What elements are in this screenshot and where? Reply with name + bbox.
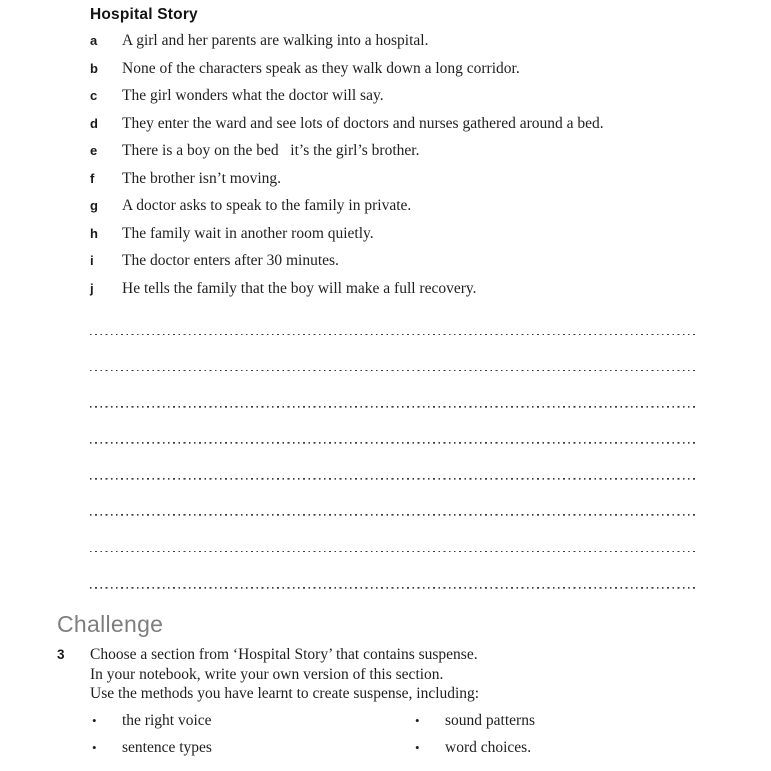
bullet-item [413, 712, 713, 739]
bullet-column-left [90, 712, 390, 766]
story-item-text: There is a boy on the bed it’s the girl’s brother. [122, 142, 420, 160]
bullet-item [90, 739, 390, 766]
story-item-letter: g [90, 198, 98, 214]
story-item-text: A doctor asks to speak to the family in private. [122, 197, 412, 215]
bullet-item-text: sentence types [122, 739, 212, 756]
story-item [90, 170, 740, 198]
story-item-letter: f [90, 170, 95, 186]
story-item [90, 197, 740, 225]
answer-lines [90, 299, 697, 589]
answer-line [90, 480, 697, 516]
story-item-letter: j [90, 280, 94, 296]
bullet-column-right [413, 712, 713, 766]
answer-line [90, 552, 697, 588]
answer-line [90, 371, 697, 407]
bullet-item [90, 712, 390, 739]
bullet-icon: • [415, 713, 420, 728]
answer-line [90, 299, 697, 335]
challenge-item [57, 645, 717, 704]
story-item-letter: i [90, 253, 94, 269]
story-item-text: A girl and her parents are walking into a hospital. [122, 32, 429, 49]
story-item [90, 252, 740, 280]
answer-line [90, 335, 697, 371]
story-item-text: The brother isn’t moving. [122, 169, 281, 187]
challenge-item-number: 3 [57, 647, 65, 662]
story-item [90, 142, 740, 170]
story-item-letter: d [90, 115, 98, 131]
challenge-heading: Challenge [57, 611, 164, 637]
challenge-instruction-line: Use the methods you have learnt to create suspense, including: [90, 685, 480, 703]
challenge-instruction-line: Choose a section from ‘Hospital Story’ that contains suspense. [90, 646, 478, 663]
story-item [90, 225, 740, 253]
story-item-text: The doctor enters after 30 minutes. [122, 252, 339, 270]
story-item-letter: a [90, 33, 98, 48]
answer-line [90, 444, 697, 480]
story-title: Hospital Story [90, 6, 198, 23]
answer-line [90, 408, 697, 444]
answer-line [90, 516, 697, 552]
bullet-icon: • [92, 713, 97, 728]
story-item [90, 60, 740, 88]
story-item-text: The family wait in another room quietly. [122, 224, 374, 242]
bullet-icon: • [92, 740, 97, 755]
bullet-item-text: the right voice [122, 712, 212, 729]
bullet-item-text: sound patterns [445, 712, 535, 729]
story-item-letter: c [90, 88, 98, 104]
story-item-letter: e [90, 143, 98, 159]
story-item-letter: h [90, 225, 98, 241]
story-item [90, 87, 740, 115]
challenge-instruction-line: In your notebook, write your own version of this section. [90, 665, 444, 683]
story-item [90, 115, 740, 143]
story-item-text: He tells the family that the boy will make a full recovery. [122, 279, 477, 297]
story-item-letter: b [90, 60, 98, 76]
bullet-icon: • [415, 740, 420, 755]
story-item-text: They enter the ward and see lots of doctors and nurses gathered around a bed. [122, 114, 604, 132]
bullet-item-text: word choices. [445, 739, 532, 756]
bullet-item [413, 739, 713, 766]
story-item [90, 32, 740, 60]
story-item-text: The girl wonders what the doctor will say. [122, 87, 384, 105]
story-item-text: None of the characters speak as they walk down a long corridor. [122, 59, 520, 77]
story-list [90, 32, 740, 307]
challenge-instructions [90, 645, 479, 704]
